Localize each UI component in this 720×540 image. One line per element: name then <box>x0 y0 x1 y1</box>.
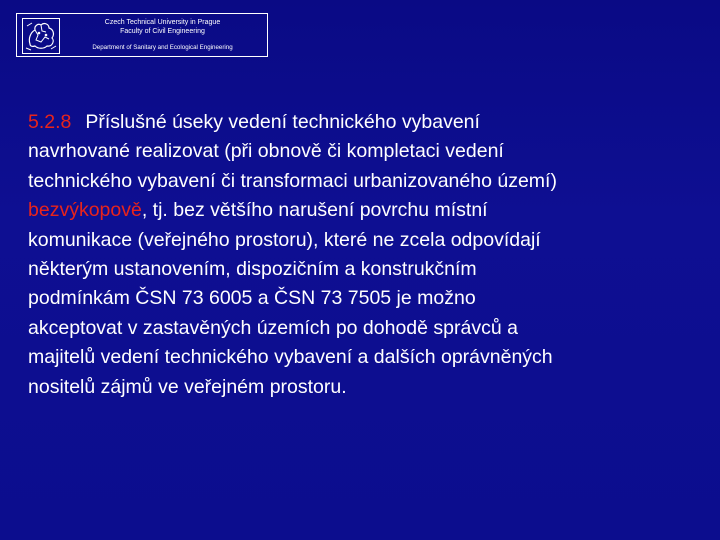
university-name: Czech Technical University in Prague <box>104 19 221 26</box>
faculty-name: Faculty of Civil Engineering <box>120 28 205 35</box>
paragraph-line-2: navrhované realizovat (při obnově či kompletaci vedení <box>28 140 504 163</box>
paragraph-line-10: nositelů zájmů ve veřejném prostoru. <box>28 375 347 398</box>
paragraph-line-1 <box>28 108 708 137</box>
paragraph-line-6: některým ustanovením, dispozičním a konstrukčním <box>28 258 477 281</box>
department-name: Department of Sanitary and Ecological Engineering <box>92 44 233 51</box>
paragraph-line-4-rest: , tj. bez většího narušení povrchu místní <box>141 199 488 222</box>
university-logo-icon <box>22 18 60 54</box>
paragraph-line-1-text: Příslušné úseky vedení technického vybavení <box>85 111 480 133</box>
paragraph-text <box>28 108 708 402</box>
paragraph-line-9: majitelů vedení technického vybavení a dalších oprávněných <box>28 346 553 369</box>
paragraph-line-3: technického vybavení či transformaci urbanizovaného území) <box>28 169 557 192</box>
paragraph-line-5: komunikace (veřejného prostoru), které ne zcela odpovídají <box>28 228 541 251</box>
paragraph-line-4 <box>28 196 708 225</box>
section-number: 5.2.8 <box>28 111 72 133</box>
paragraph-line-7: podmínkám ČSN 73 6005 a ČSN 73 7505 je možno <box>28 287 476 310</box>
paragraph-line-8: akceptovat v zastavěných územích po dohodě správců a <box>28 316 518 339</box>
highlighted-term: bezvýkopově <box>28 199 142 222</box>
header-box <box>16 13 268 57</box>
